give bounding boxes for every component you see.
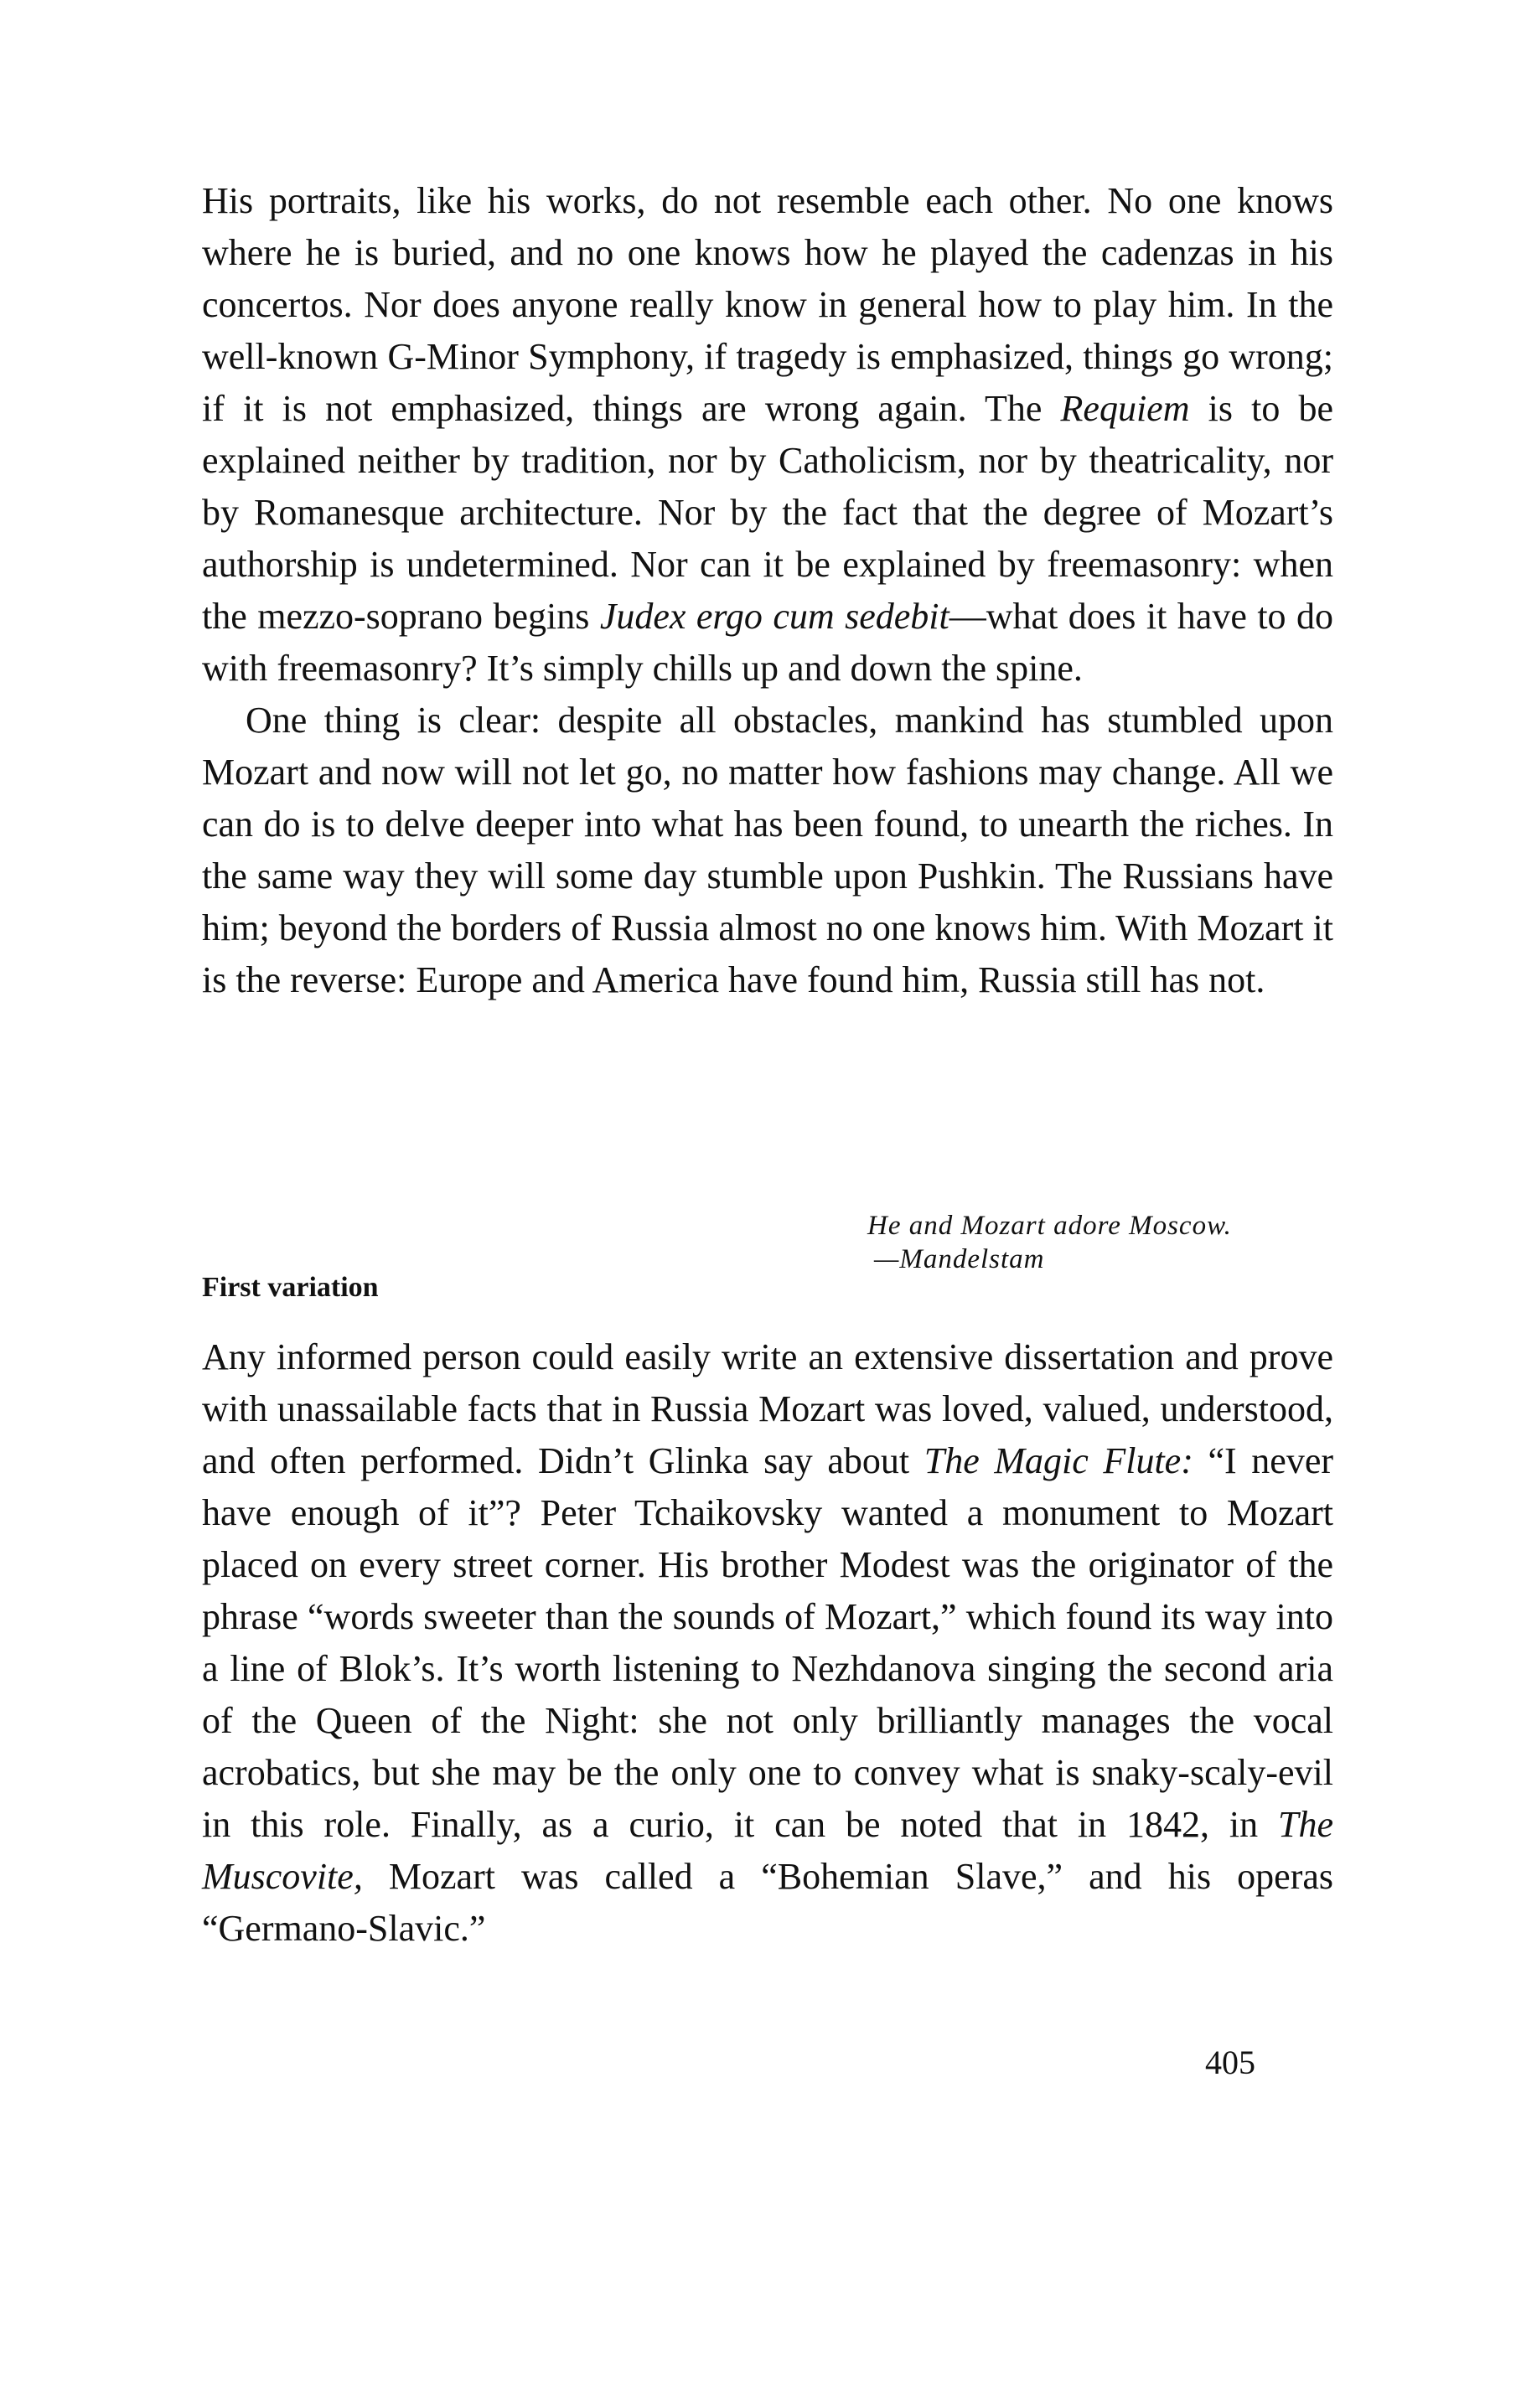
latin-phrase: Judex ergo cum sedebit: [599, 596, 949, 637]
first-variation-text-block: [202, 1331, 1333, 1955]
paragraph-portraits: [202, 175, 1333, 695]
text-span: Mozart was called a “Bohemian Slave,” and his operas “Germano-Slavic.”: [202, 1856, 1333, 1949]
title-muscovite: The Muscovite,: [202, 1804, 1333, 1897]
page-number: 405: [1205, 2044, 1255, 2081]
epigraph-quote: He and Mozart adore Moscow.: [867, 1211, 1232, 1241]
title-magic-flute: The Magic Flute:: [924, 1440, 1193, 1481]
epigraph: [867, 1209, 1232, 1276]
text-span: His portraits, like his works, do not resemble each other. No one knows where he is buried, and no one knows how he played the cadenzas in his concertos. Nor does anyone really know in general how to play him. In the well-known G-Minor Symphony, if tragedy is emphasized, things go wrong; if it is not emphasized, things are wrong again. The: [202, 180, 1333, 429]
text-span: “I never have enough of it”? Peter Tchaikovsky wanted a monument to Mozart placed on every street corner. His brother Modest was the originator of the phrase “words sweeter than the sounds of Mozart,” which found its way into a line of Blok’s. It’s worth listening to Nezhdanova singing the second aria of the Queen of the Night: she not only brilliantly manages the vocal acrobatics, but she may be the only one to convey what is snaky-scaly-evil in this role. Finally, as a curio, it can be noted that in 1842, in: [202, 1440, 1333, 1845]
title-requiem: Requiem: [1060, 388, 1190, 429]
section-heading: First variation: [202, 1272, 379, 1303]
paragraph-one-thing-is-clear: One thing is clear: despite all obstacles, mankind has stumbled upon Mozart and now will not let go, no matter how fashions may change. All we can do is to delve deeper into what has been found, to unearth the riches. In the same way they will some day stumble upon Pushkin. The Russians have him; beyond the borders of Russia almost no one knows him. With Mozart it is the reverse: Europe and America have found him, Russia still has not.: [202, 700, 1333, 1000]
text-span: —what does it have to do with freemasonry? It’s simply chills up and down the spine.: [202, 596, 1334, 689]
epigraph-author: —Mandelstam: [874, 1244, 1045, 1274]
paragraph-informed-person: [202, 1331, 1333, 1955]
opening-text-block: [202, 175, 1333, 1006]
text-span: Any informed person could easily write an extensive dissertation and prove with unassailable facts that in Russia Mozart was loved, valued, understood, and often performed. Didn’t Glinka say about: [202, 1336, 1333, 1481]
text-span: is to be explained neither by tradition, nor by Catholicism, nor by theatricality, nor by Romanesque architecture. Nor by the fact that the degree of Mozart’s authorship is undetermined. Nor can it be explained by freemasonry: when the mezzo-soprano begins: [202, 388, 1333, 637]
